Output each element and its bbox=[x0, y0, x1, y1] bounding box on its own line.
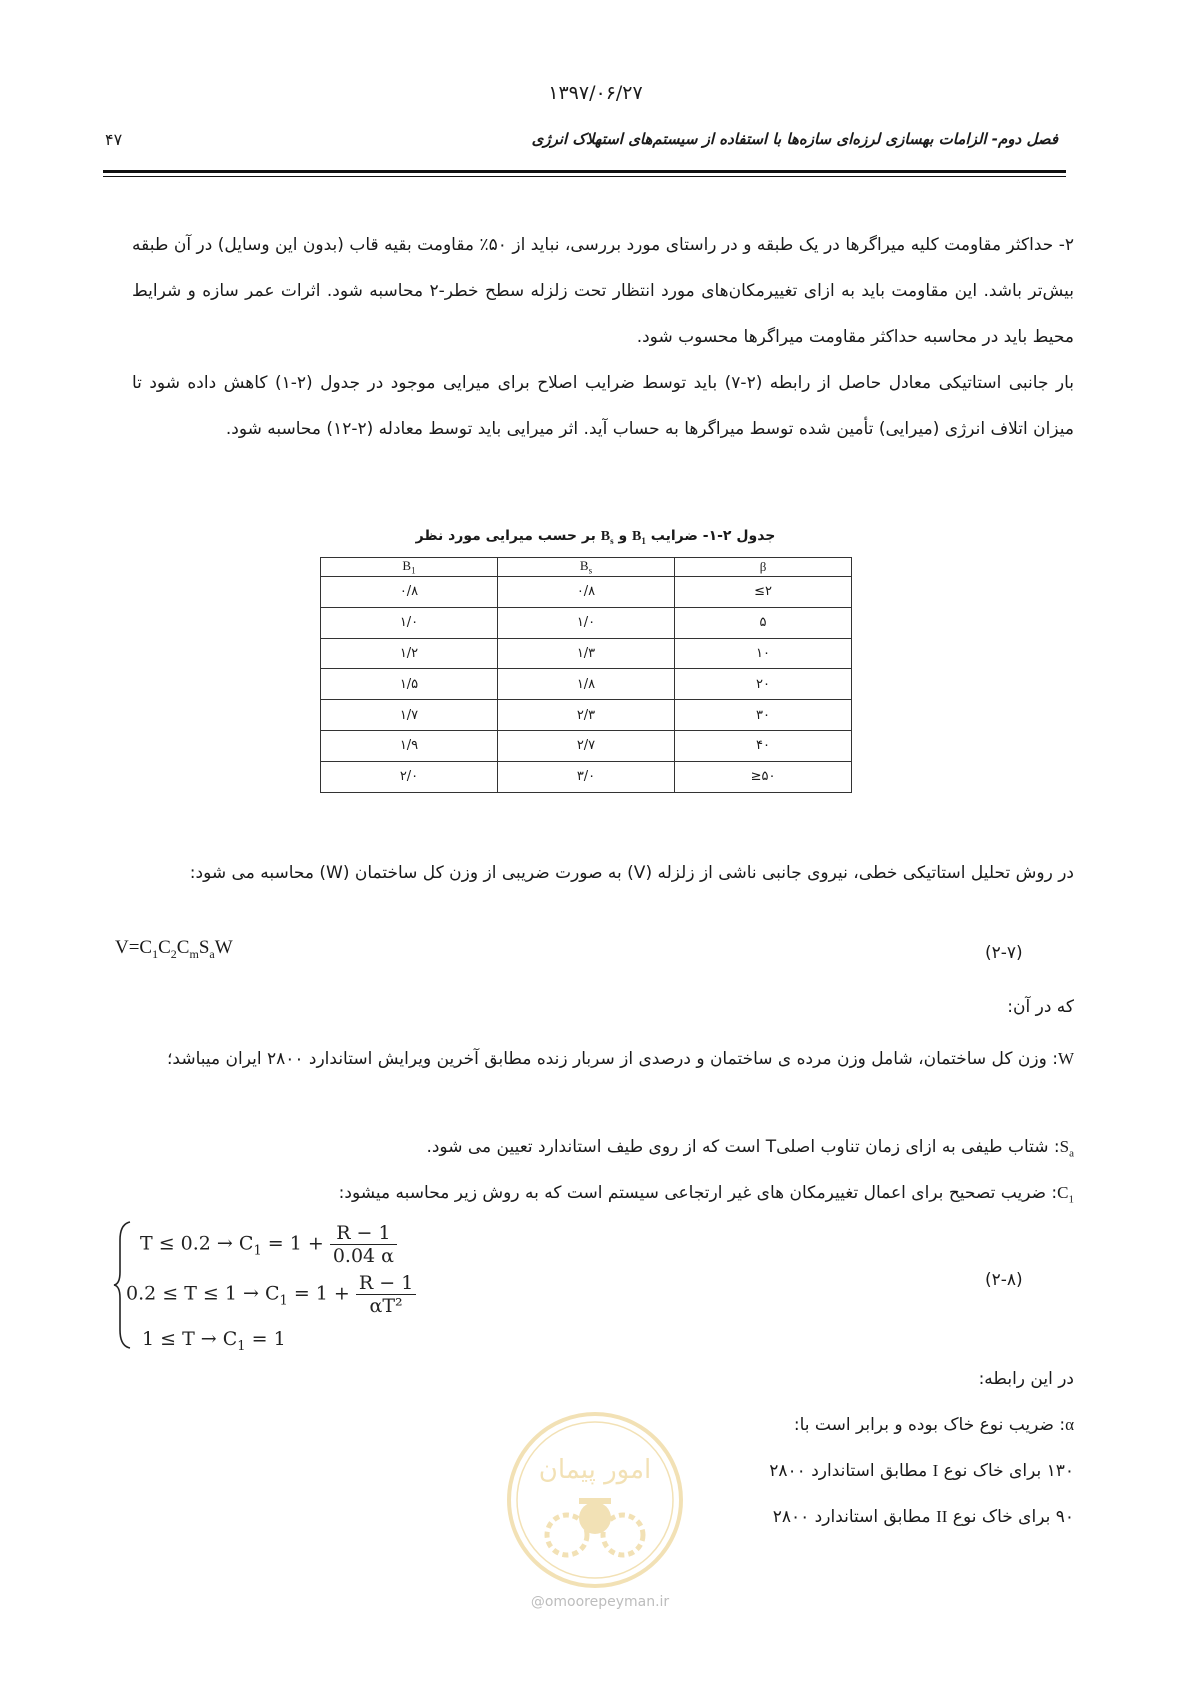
alpha-soil-type-2: ۹۰ برای خاک نوع II مطابق استاندارد ۲۸۰۰ bbox=[772, 1507, 1074, 1527]
header-rule-thick bbox=[103, 170, 1066, 173]
caption-and: و bbox=[618, 528, 628, 544]
table-row bbox=[321, 761, 852, 792]
cell-bs: ۱/۸ bbox=[498, 669, 675, 700]
equation-case-2: $0.2 \le T \le 1 \to C_1 = 1$ + $\frac{R - 1}{\text{αT²}}$ bbox=[126, 1272, 416, 1317]
cell-b1: ۱/۹ bbox=[321, 730, 498, 761]
damping-coefficients-table bbox=[320, 557, 852, 793]
cell-beta: ۳۰ bbox=[675, 700, 852, 731]
table-caption bbox=[0, 528, 1191, 546]
cell-b1: ۱/۵ bbox=[321, 669, 498, 700]
symbol-sa: $S_a$ bbox=[1059, 1137, 1074, 1160]
equation-number-7: (۲-۷) bbox=[985, 943, 1023, 963]
symbol-alpha: α bbox=[1065, 1415, 1074, 1434]
page-number: ۴۷ bbox=[105, 130, 123, 149]
cell-beta: ۵ bbox=[675, 607, 852, 638]
table-row bbox=[321, 669, 852, 700]
in-relation-label: در این رابطه: bbox=[978, 1369, 1074, 1389]
watermark-logo-icon bbox=[505, 1410, 685, 1590]
cell-b1: ۲/۰ bbox=[321, 761, 498, 792]
cell-bs: ۱/۰ bbox=[498, 607, 675, 638]
header-bs: $B_s$ bbox=[498, 558, 675, 577]
paragraph-3: در روش تحلیل استاتیکی خطی، نیروی جانبی ناشی از زلزله (V) به صورت ضریبی از وزن کل ساختمان (W) محاسبه می شود: bbox=[189, 863, 1074, 883]
alpha-soil-type-1: ۱۳۰ برای خاک نوع I مطابق استاندارد ۲۸۰۰ bbox=[769, 1461, 1074, 1481]
cell-b1: ۱/۷ bbox=[321, 700, 498, 731]
symbol-w: W bbox=[1057, 1049, 1074, 1068]
cell-beta: ۱۰ bbox=[675, 638, 852, 669]
table-row bbox=[321, 638, 852, 669]
definition-alpha: α: ضریب نوع خاک بوده و برابر است با: bbox=[793, 1415, 1074, 1435]
equation-case-3: $1 \le T \to C_1 = 1$ bbox=[142, 1328, 286, 1354]
header-b1: $B_1$ bbox=[321, 558, 498, 577]
header-rule-thin bbox=[103, 176, 1066, 177]
cell-beta: ≤۲ bbox=[675, 577, 852, 608]
document-date: ۱۳۹۷/۰۶/۲۷ bbox=[548, 82, 643, 104]
definition-sa: $S_a$: شتاب طیفی به ازای زمان تناوب اصلیT است که از روی طیف استاندارد تعیین می شود. bbox=[426, 1137, 1074, 1160]
chapter-title: فصل دوم- الزامات بهسازی لرزه‌ای سازه‌ها با استفاده از سیستم‌های استهلاک انرژی bbox=[531, 130, 1058, 148]
watermark-url: @omoorepeyman.ir bbox=[530, 1594, 670, 1610]
caption-b1: $B_1$ bbox=[632, 529, 646, 546]
equation-case-1: $T \le 0.2 \to C_1 = 1$ + $\frac{R - 1}{0.04 \alpha}$ bbox=[140, 1222, 397, 1267]
cell-bs: ۲/۳ bbox=[498, 700, 675, 731]
cell-bs: ۳/۰ bbox=[498, 761, 675, 792]
cell-bs: ۱/۳ bbox=[498, 638, 675, 669]
watermark-logo-text: امور پیمان bbox=[538, 1455, 652, 1485]
definition-w: W: وزن کل ساختمان، شامل وزن مرده ی ساختمان و درصدی از سربار زنده مطابق آخرین ویرایش استاندارد ۲۸۰۰ ایران میباشد؛ bbox=[167, 1049, 1074, 1069]
table-row bbox=[321, 577, 852, 608]
cell-b1: ۱/۰ bbox=[321, 607, 498, 638]
cell-b1: ۰/۸ bbox=[321, 577, 498, 608]
paragraph-1: ۲- حداکثر مقاومت کلیه میراگرها در یک طبقه و در راستای مورد بررسی، نباید از ۵۰٪ مقاومت بقیه قاب (بدون این وسایل) در آن طبقه بیش‌تر باشد. این مقاومت باید به ازای تغییرمکان‌های مورد انتظار تحت زلزله سطح خطر-۲ محاسبه شود. اثرات عمر سازه و شرایط محیط باید در محاسبه حداکثر مقاومت میراگرها محسوب شود. bbox=[132, 235, 1075, 347]
cell-bs: ۲/۷ bbox=[498, 730, 675, 761]
table-row bbox=[321, 700, 852, 731]
symbol-c1: $C_1$ bbox=[1057, 1183, 1074, 1206]
equation-number-8: (۲-۸) bbox=[985, 1270, 1023, 1290]
cell-bs: ۰/۸ bbox=[498, 577, 675, 608]
table-row bbox=[321, 730, 852, 761]
cell-b1: ۱/۲ bbox=[321, 638, 498, 669]
caption-part-c: بر حسب میرایی مورد نظر bbox=[415, 528, 596, 544]
caption-bs: $B_s$ bbox=[600, 529, 614, 546]
cell-beta: ≥۵۰ bbox=[675, 761, 852, 792]
header-beta: β bbox=[675, 558, 852, 577]
table-row bbox=[321, 607, 852, 638]
cell-beta: ۴۰ bbox=[675, 730, 852, 761]
caption-part-a: جدول ۲-۱- ضرایب bbox=[650, 528, 776, 544]
paragraph-2: بار جانبی استاتیکی معادل حاصل از رابطه (۲-۷) باید توسط ضرایب اصلاح برای میرایی موجود در جدول (۲-۱) کاهش داده شود تا میزان اتلاف انرژی (میرایی) تأمین شده توسط میراگرها به حساب آید. اثر میرایی باید توسط معادله (۲-۱۲) محاسبه شود. bbox=[132, 373, 1075, 439]
where-label: که در آن: bbox=[1007, 997, 1074, 1017]
equation-base-shear: $V=C_1C_2C_mS_aW$ bbox=[115, 937, 233, 961]
cell-beta: ۲۰ bbox=[675, 669, 852, 700]
definition-c1: $C_1$: ضریب تصحیح برای اعمال تغییرمکان های غیر ارتجاعی سیستم است که به روش زیر محاسبه میشود: bbox=[338, 1183, 1074, 1206]
table-header-row bbox=[321, 558, 852, 577]
